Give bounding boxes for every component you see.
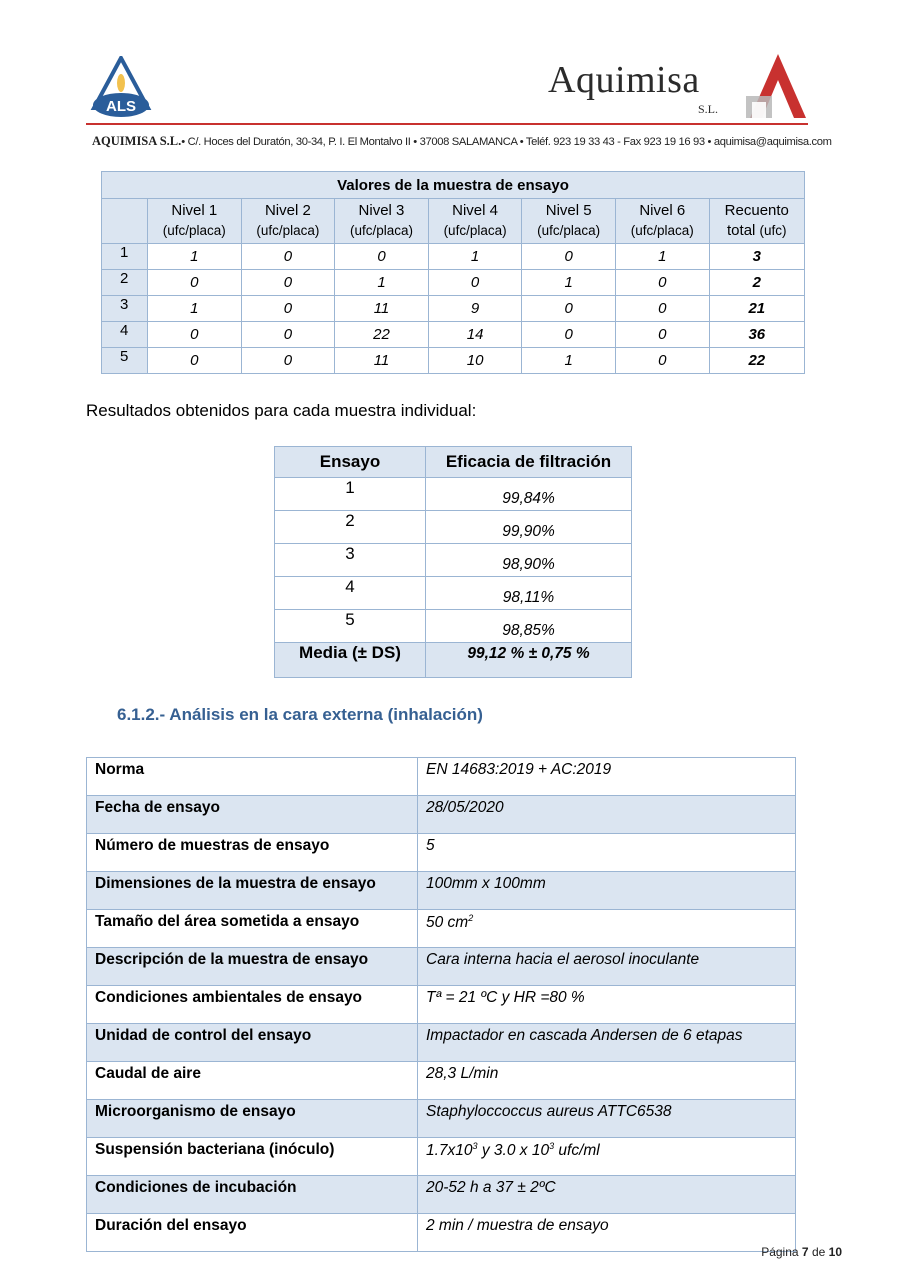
brand-name: Aquimisa: [548, 59, 700, 101]
table-row: [87, 1062, 796, 1100]
contact-line: [92, 134, 832, 149]
cell: 0: [428, 270, 522, 296]
row-id: 3: [102, 296, 148, 322]
table-row: [275, 577, 632, 610]
cell: 1: [148, 244, 242, 270]
row-key: Descripción de la muestra de ensayo: [87, 948, 418, 986]
section-heading: 6.1.2.- Análisis en la cara externa (inhalación): [117, 705, 483, 724]
header-empty-cell: [102, 199, 148, 244]
aquimisa-brand: [548, 52, 808, 122]
table-row: [87, 1176, 796, 1214]
row-key: Fecha de ensayo: [87, 796, 418, 834]
cell: 10: [428, 348, 522, 374]
row-key: Suspensión bacteriana (inóculo): [87, 1138, 418, 1176]
ensayo-cell: 2: [275, 511, 426, 544]
results-intro: Resultados obtenidos para cada muestra individual:: [86, 401, 477, 420]
row-key: Microorganismo de ensayo: [87, 1100, 418, 1138]
table-row: [275, 610, 632, 643]
cell: 1: [615, 244, 709, 270]
cell: 1: [522, 348, 616, 374]
row-value: EN 14683:2019 + AC:2019: [418, 758, 796, 796]
cell: 0: [241, 296, 335, 322]
table-row: [102, 296, 805, 322]
row-key: Dimensiones de la muestra de ensayo: [87, 872, 418, 910]
aquimisa-a-logo-icon: [746, 52, 806, 122]
row-total: 21: [709, 296, 804, 322]
table-row: [87, 872, 796, 910]
cell: 0: [241, 244, 335, 270]
cell: 0: [615, 322, 709, 348]
contact-details: • C/. Hoces del Duratón, 30-34, P. I. El Montalvo II • 37008 SALAMANCA • Teléf. 923 19 33 43 - Fax 923 19 16 93 • aquimisa@aquimisa.com: [181, 136, 832, 148]
header-nivel-2: Nivel 2 (ufc/placa): [241, 199, 335, 244]
row-key: Norma: [87, 758, 418, 796]
cell: 9: [428, 296, 522, 322]
cell: 11: [335, 296, 429, 322]
media-value: 99,12 % ± 0,75 %: [426, 643, 632, 678]
row-key: Caudal de aire: [87, 1062, 418, 1100]
cell: 0: [148, 348, 242, 374]
row-value: 100mm x 100mm: [418, 872, 796, 910]
table-row: [102, 244, 805, 270]
cell: 0: [241, 348, 335, 374]
table-row: [87, 948, 796, 986]
table-row: [275, 478, 632, 511]
row-value: Staphyloccoccus aureus ATTC6538: [418, 1100, 796, 1138]
header-recuento-total: Recuento total (ufc): [709, 199, 804, 244]
media-label: Media (± DS): [275, 643, 426, 678]
table-row: [87, 910, 796, 948]
als-logo-text: ALS: [106, 98, 136, 115]
table-row: [275, 544, 632, 577]
cell: 0: [615, 348, 709, 374]
ensayo-cell: 4: [275, 577, 426, 610]
page-header: [86, 52, 832, 152]
table-row: [87, 1138, 796, 1176]
cell: 0: [148, 322, 242, 348]
row-value: 28/05/2020: [418, 796, 796, 834]
row-value: $1.7x10^3$ y 3.0 x $10^3$ ufc/ml: [418, 1138, 796, 1176]
cell: 0: [241, 270, 335, 296]
row-id: 5: [102, 348, 148, 374]
header-nivel-3: Nivel 3 (ufc/placa): [335, 199, 429, 244]
cell: 22: [335, 322, 429, 348]
row-id: 4: [102, 322, 148, 348]
table-row: [102, 270, 805, 296]
header-nivel-6: Nivel 6 (ufc/placa): [615, 199, 709, 244]
row-id: 2: [102, 270, 148, 296]
test-conditions-table: [86, 757, 796, 1252]
media-row: [275, 643, 632, 678]
cell: 0: [522, 244, 616, 270]
table-row: [87, 834, 796, 872]
cell: 0: [522, 296, 616, 322]
table-row: [87, 1100, 796, 1138]
table-row: [275, 511, 632, 544]
table-row: [102, 322, 805, 348]
row-key: Condiciones de incubación: [87, 1176, 418, 1214]
als-logo-icon: [90, 56, 152, 118]
cell: 1: [522, 270, 616, 296]
row-total: 2: [709, 270, 804, 296]
page-number: Página 7 de 10: [761, 1245, 842, 1259]
header-nivel-4: Nivel 4 (ufc/placa): [428, 199, 522, 244]
cell: 11: [335, 348, 429, 374]
row-id: 1: [102, 244, 148, 270]
header-divider: [86, 123, 808, 125]
ensayo-cell: 3: [275, 544, 426, 577]
header-nivel-5: Nivel 5 (ufc/placa): [522, 199, 616, 244]
row-total: 3: [709, 244, 804, 270]
cell: 1: [335, 270, 429, 296]
table-row: [87, 758, 796, 796]
cell: 0: [522, 322, 616, 348]
ensayo-cell: 5: [275, 610, 426, 643]
row-total: 22: [709, 348, 804, 374]
eficacia-cell: 98,11%: [426, 577, 632, 610]
cell: 0: [148, 270, 242, 296]
sample-values-table: [101, 171, 805, 374]
cell: 0: [615, 270, 709, 296]
row-key: Duración del ensayo: [87, 1214, 418, 1252]
row-key: Número de muestras de ensayo: [87, 834, 418, 872]
row-key: Tamaño del área sometida a ensayo: [87, 910, 418, 948]
cell: 0: [241, 322, 335, 348]
header-nivel-1: Nivel 1 (ufc/placa): [148, 199, 242, 244]
table-row: [87, 986, 796, 1024]
cell: 0: [615, 296, 709, 322]
brand-suffix: S.L.: [698, 102, 719, 116]
table-row: [87, 1024, 796, 1062]
sample-values-header-row: [102, 199, 805, 244]
cell: 1: [428, 244, 522, 270]
company-name: AQUIMISA S.L.: [92, 134, 182, 148]
table-row: [87, 796, 796, 834]
eficacia-cell: 98,90%: [426, 544, 632, 577]
cell: 1: [148, 296, 242, 322]
row-total: 36: [709, 322, 804, 348]
eficacia-cell: 99,90%: [426, 511, 632, 544]
header-eficacia: Eficacia de filtración: [426, 447, 632, 478]
row-value: 20-52 h a 37 ± 2ºC: [418, 1176, 796, 1214]
ensayo-cell: 1: [275, 478, 426, 511]
eficacia-cell: 99,84%: [426, 478, 632, 511]
row-key: Unidad de control del ensayo: [87, 1024, 418, 1062]
header-ensayo: Ensayo: [275, 447, 426, 478]
row-value: 2 min / muestra de ensayo: [418, 1214, 796, 1252]
row-value: 50 $cm^2$: [418, 910, 796, 948]
row-value: 28,3 L/min: [418, 1062, 796, 1100]
eficacia-cell: 98,85%: [426, 610, 632, 643]
cell: 0: [335, 244, 429, 270]
table-row: [87, 1214, 796, 1252]
filtration-efficacy-table: [274, 446, 632, 678]
row-value: Cara interna hacia el aerosol inoculante: [418, 948, 796, 986]
efficacy-header-row: [275, 447, 632, 478]
table-row: [102, 348, 805, 374]
cell: 14: [428, 322, 522, 348]
sample-values-title: Valores de la muestra de ensayo: [102, 172, 805, 199]
row-value: 5: [418, 834, 796, 872]
row-value: Tª = 21 ºC y HR =80 %: [418, 986, 796, 1024]
row-value: Impactador en cascada Andersen de 6 etapas: [418, 1024, 796, 1062]
row-key: Condiciones ambientales de ensayo: [87, 986, 418, 1024]
